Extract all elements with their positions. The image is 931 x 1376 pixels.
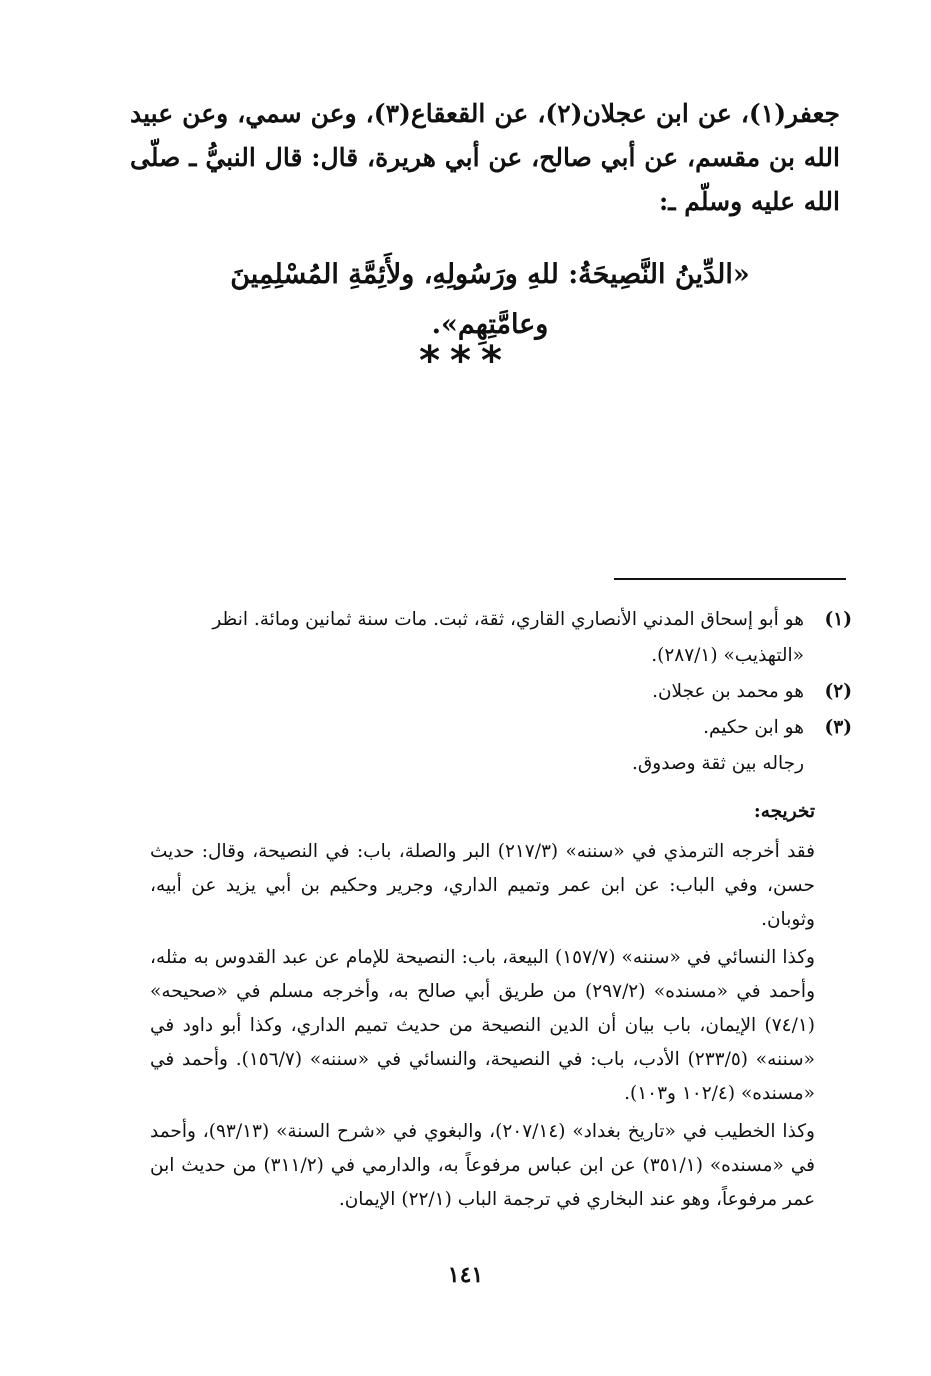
main-paragraph: جعفر(١)، عن ابن عجلان(٢)، عن القعقاع(٣)، وعن سمي، وعن عبيد الله بن مقسم، عن أبي صالح، عن أبي هريرة، قال: قال النبيُّ ـ صلّى الله عليه وسلّم ـ:: [130, 99, 840, 216]
footnotes: [140, 602, 852, 782]
footnote-2: [140, 674, 852, 710]
footnote-divider: [614, 578, 846, 580]
footnote-number: (١): [824, 609, 852, 630]
main-text-block: [130, 92, 840, 224]
footnote-number: (٢): [824, 681, 852, 702]
footnote-number: (٣): [824, 717, 852, 738]
footnote-1: [140, 602, 852, 674]
takhrij-section: [150, 795, 815, 1217]
footnote-3: [140, 710, 852, 746]
takhrij-paragraph: وكذا النسائي في «سننه» (١٥٧/٧) البيعة، باب: النصيحة للإمام عن عبد القدوس به مثله، وأحمد في «مسنده» (٢٩٧/٢) من طريق أبي صالح به، وأخرجه مسلم في «صحيحه» (٧٤/١) الإيمان، باب بيان أن الدين النصيحة من حديث تميم الداري، وكذا أبو داود في «سننه» (٢٣٣/٥) الأدب، باب: في النصيحة، والنسائي في «سننه» (١٥٦/٧). وأحمد في «مسنده» (١٠٢/٤ و١٠٣).: [150, 947, 816, 1104]
hadith-quote: «الدِّينُ النَّصِيحَةُ: للهِ ورَسُولِهِ، ولأَئِمَّةِ المُسْلِمِينَ وعامَّتِهِم».: [230, 259, 750, 340]
takhrij-title: تخريجه:: [753, 801, 815, 822]
footnote-text: هو ابن حكيم.: [703, 717, 804, 738]
takhrij-paragraph: فقد أخرجه الترمذي في «سننه» (٢١٧/٣) البر والصلة، باب: في النصيحة، وقال: حديث حسن، وفي الباب: عن ابن عمر وتميم الداري، وجرير وحكيم بن أبي يزيد عن أبيه، وثوبان.: [150, 841, 815, 930]
footnote-text: هو محمد بن عجلان.: [652, 681, 804, 702]
section-separator: ***: [419, 338, 512, 384]
narrators-note: رجاله بين ثقة وصدوق.: [632, 753, 804, 774]
takhrij-paragraph: وكذا الخطيب في «تاريخ بغداد» (٢٠٧/١٤)، والبغوي في «شرح السنة» (٩٣/١٣)، وأحمد في «مسنده» (٣٥١/١) عن ابن عباس مرفوعاً به، والدارمي في (٣١١/٢) من حديث ابن عمر مرفوعاً، وهو عند البخاري في ترجمة الباب (٢٢/١) الإيمان.: [150, 1121, 816, 1210]
page-number: ١٤١: [447, 1262, 484, 1288]
footnote-text: هو أبو إسحاق المدني الأنصاري القاري، ثقة، ثبت. مات سنة ثمانين ومائة. انظر «التهذيب» (٢٨٧/١).: [212, 609, 804, 666]
